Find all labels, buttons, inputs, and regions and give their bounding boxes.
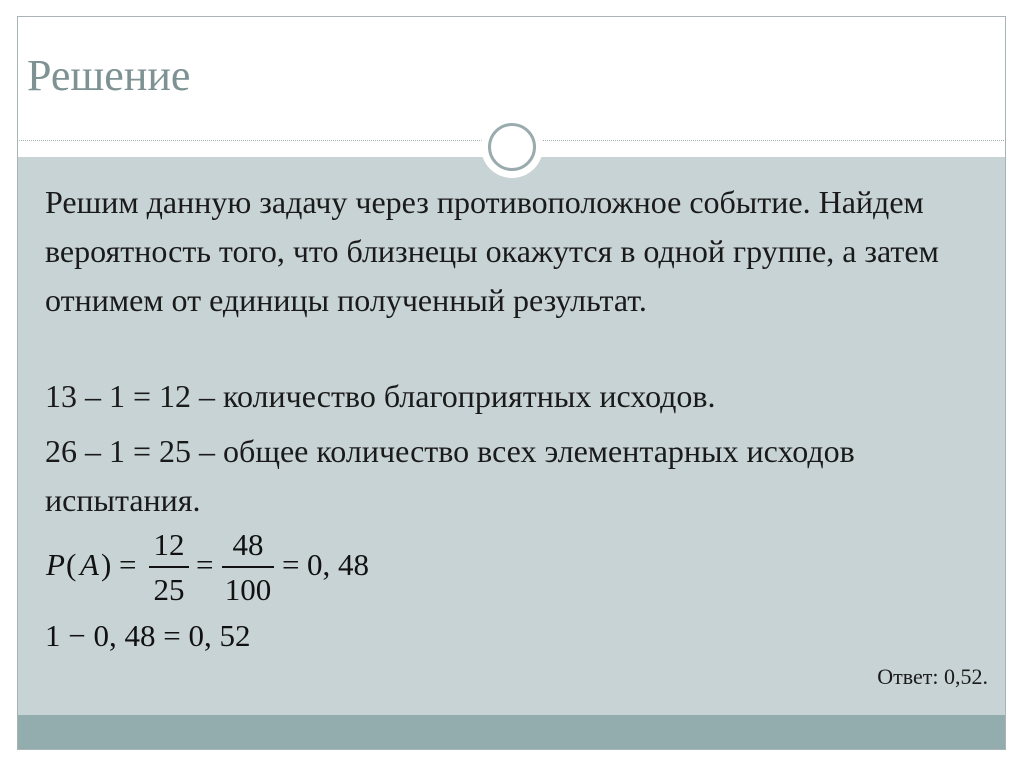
circle-ornament-icon [481, 116, 543, 178]
formula-result: 0, 48 [307, 547, 369, 582]
fraction-bar [149, 566, 189, 568]
intro-paragraph: Решим данную задачу через противоположное событие. Найдем вероятность того, что близнецы окажутся в одной группе, а затем отнимем от единицы полученный результат. [45, 184, 939, 318]
formula-equals-2: = [196, 547, 214, 582]
fraction-numerator: 48 [232, 527, 264, 562]
favorable-outcomes-text: 13 – 1 = 12 – количество благоприятных исходов. [45, 378, 716, 414]
formula-open-paren: ( [66, 547, 77, 582]
fraction-bar [222, 566, 274, 568]
answer-text: Ответ: 0,52. [877, 664, 988, 689]
complement-formula: 1 − 0, 48 = 0, 52 [45, 618, 251, 653]
fraction-denominator: 100 [224, 572, 272, 607]
formula-equals-3: = [282, 547, 300, 582]
formula-p: P [46, 547, 65, 582]
slide-title: Решение [27, 51, 191, 100]
formula-close-paren: ) [101, 547, 112, 582]
formula-a: A [80, 547, 99, 582]
total-outcomes-text: 26 – 1 = 25 – общее количество всех элементарных исходов испытания. [45, 433, 855, 518]
bottom-band [18, 715, 1005, 749]
formula-equals-1: = [119, 547, 137, 582]
fraction-12-25 [149, 529, 189, 605]
fraction-denominator: 25 [153, 572, 185, 607]
fraction-numerator: 12 [153, 527, 185, 562]
fraction-48-100 [222, 529, 274, 605]
